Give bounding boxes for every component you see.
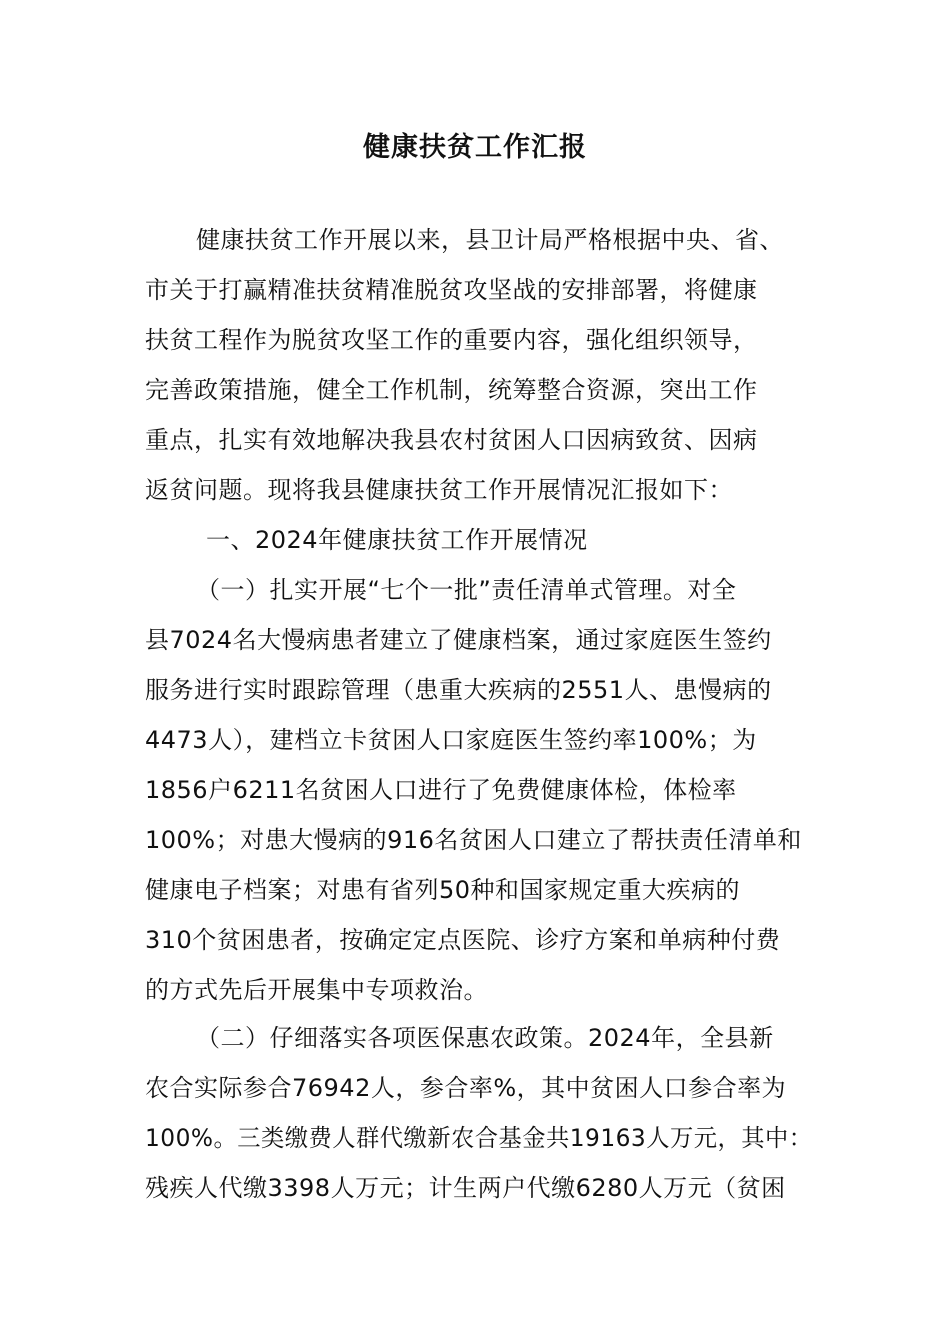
paragraph-line: 服务进行实时跟踪管理（患重大疾病的2551人、患慢病的 (145, 676, 772, 704)
paragraph-line: 扶贫工程作为脱贫攻坚工作的重要内容，强化组织领导， (145, 326, 758, 354)
paragraph-line: 100%。三类缴费人群代缴新农合基金共19163人万元，其中： (145, 1124, 813, 1152)
paragraph-line: 县7024名大慢病患者建立了健康档案，通过家庭医生签约 (145, 626, 772, 654)
section-heading: 一、2024年健康扶贫工作开展情况 (206, 526, 588, 554)
paragraph-line: 的方式先后开展集中专项救治。 (145, 976, 488, 1004)
paragraph-line: 农合实际参合76942人，参合率%，其中贫困人口参合率为 (145, 1074, 787, 1102)
paragraph-line: 市关于打赢精准扶贫精准脱贫攻坚战的安排部署，将健康 (145, 276, 758, 304)
paragraph-line: 完善政策措施，健全工作机制，统筹整合资源，突出工作 (145, 376, 758, 404)
paragraph-line: 健康扶贫工作开展以来，县卫计局严格根据中央、省、 (196, 226, 784, 254)
paragraph-line: 返贫问题。现将我县健康扶贫工作开展情况汇报如下： (145, 476, 733, 504)
paragraph-line: （二）仔细落实各项医保惠农政策。2024年，全县新 (196, 1024, 774, 1052)
paragraph-line: 100%；对患大慢病的916名贫困人口建立了帮扶责任清单和 (145, 826, 802, 854)
paragraph-line: 残疾人代缴3398人万元；计生两户代缴6280人万元（贫困 (145, 1174, 786, 1202)
paragraph-line: 1856户6211名贫困人口进行了免费健康体检，体检率 (145, 776, 737, 804)
paragraph-line: 重点，扎实有效地解决我县农村贫困人口因病致贫、因病 (145, 426, 758, 454)
paragraph-line: （一）扎实开展“七个一批”责任清单式管理。对全 (196, 576, 737, 604)
document-title: 健康扶贫工作汇报 (363, 132, 587, 163)
paragraph-line: 310个贫困患者，按确定定点医院、诊疗方案和单病种付费 (145, 926, 781, 954)
paragraph-line: 健康电子档案；对患有省列50种和国家规定重大疾病的 (145, 876, 741, 904)
paragraph-line: 4473人），建档立卡贫困人口家庭医生签约率100%；为 (145, 726, 757, 754)
